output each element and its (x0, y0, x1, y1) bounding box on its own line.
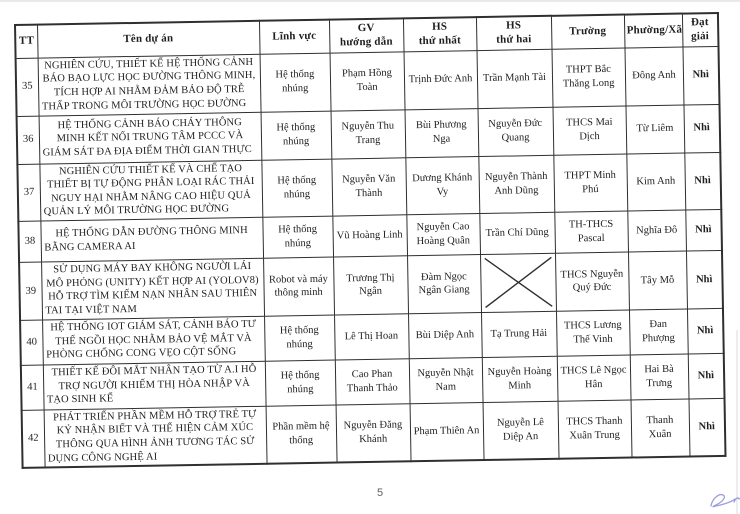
cell-hs2: Trần Mạnh Tài (477, 49, 553, 108)
cell-hs1: Dương Khánh Vy (405, 156, 479, 215)
handwritten-signature-scribble (708, 487, 740, 513)
cell-tt: 38 (18, 221, 41, 262)
cell-name: HỆ THỐNG CẢNH BÁO CHÁY THÔNG MINH KẾT NỐI TRUNG TÂM PCCC VÀ GIÁM SÁT ĐA ĐỊA ĐIỂM THỜI GIAN THỰC (39, 112, 262, 164)
cell-hs1: Nguyễn Cao Hoàng Quân (406, 214, 480, 256)
cell-school: THCS Lương Thế Vinh (556, 310, 630, 356)
cell-ward: Hai Bà Trưng (630, 354, 689, 400)
cell-ward: Từ Liêm (625, 105, 684, 154)
cell-tt: 39 (19, 262, 42, 320)
cell-ward: Tây Mỗ (628, 251, 687, 310)
cell-ward: Kim Anh (626, 153, 685, 212)
scan-edge-artifact (0, 0, 740, 2)
cell-hs2: Nguyễn Đức Quang (478, 107, 554, 156)
cell-hs1: Đàm Ngọc Ngân Giang (407, 255, 481, 314)
cell-school: THCS Lê Ngọc Hân (557, 355, 631, 401)
cell-hs2 (480, 253, 556, 312)
cell-gv: Nguyễn Đăng Khánh (336, 403, 411, 462)
column-header-ward: Phường/Xã (624, 14, 683, 48)
cell-name: NGHIÊN CỨU, THIẾT KẾ HỆ THỐNG CẢNH BÁO BẠO LỰC HỌC ĐƯỜNG THÔNG MINH, TÍCH HỢP AI NHẰM ĐẢM BẢO ĐỘ TRỄ THẤP TRONG MÔI TRƯỜNG HỌC ĐƯỜNG (38, 54, 261, 116)
cell-hs1: Nguyễn Nhật Nam (409, 357, 483, 403)
cell-prize: Nhì (689, 398, 726, 457)
cell-name: THIẾT KẾ ĐÔI MẮT NHÂN TẠO TỪ A.I HỖ TRỢ NGƯỜI KHIẾM THỊ HÒA NHẬP VÀ TẠO SINH KẾ (43, 361, 266, 410)
cell-field: Hệ thống nhúng (264, 315, 335, 361)
cell-prize: Nhì (686, 250, 723, 308)
cell-hs2: Tạ Trung Hải (481, 311, 557, 357)
cell-prize: Nhì (682, 46, 719, 105)
cell-hs2: Nguyễn Thành Anh Dũng (478, 155, 554, 214)
cell-hs2: Nguyễn Lê Diệp An (483, 401, 559, 460)
cell-prize: Nhì (684, 152, 721, 210)
crossed-out-x-icon (484, 257, 553, 308)
cell-field: Hệ thống nhúng (260, 53, 331, 112)
cell-gv: Phạm Hồng Toàn (330, 51, 405, 110)
table-row (22, 398, 726, 468)
cell-school: THCS Thanh Xuân Trung (558, 400, 632, 459)
cell-ward: Đan Phượng (629, 309, 688, 355)
cell-ward: Đông Anh (624, 47, 683, 106)
cell-gv: Trương Thị Ngân (333, 256, 408, 315)
cell-prize: Nhì (687, 308, 724, 354)
column-header-gv: GV hướng dẫn (329, 18, 404, 52)
column-header-hs2: HS thứ hai (476, 16, 552, 50)
cell-school: THPT Minh Phú (553, 154, 627, 213)
cell-hs1: Trịnh Đức Anh (404, 50, 478, 109)
cell-gv: Nguyễn Thu Trang (331, 109, 406, 158)
cell-name: PHÁT TRIỂN PHẦN MỀM HỖ TRỢ TRẺ TỰ KỶ NHẬN BIẾT VÀ THỂ HIỆN CẢM XÚC THÔNG QUA HÌNH ẢNH TƯƠNG TÁC SỬ DỤNG CÔNG NGHỆ AI (44, 406, 267, 468)
column-header-prize: Đạt giải (682, 13, 719, 47)
page-number: 5 (376, 487, 384, 499)
cell-hs2: Nguyễn Hoàng Minh (482, 356, 558, 402)
cell-tt: 41 (21, 365, 44, 410)
cell-ward: Thanh Xuân (631, 399, 690, 458)
cell-school: THCS Nguyễn Quý Đức (555, 252, 629, 311)
cell-tt: 36 (17, 116, 40, 164)
cell-hs1: Bùi Diệp Anh (408, 312, 482, 358)
cell-hs1: Bùi Phương Nga (405, 108, 479, 157)
cell-name: SỬ DỤNG MÁY BAY KHÔNG NGƯỜI LÁI MÔ PHỎNG (UNITY) KẾT HỢP AI (YOLOV8) HỖ TRỢ TÌM KIẾM NẠN NHÂN SAU THIÊN TAI TẠI VIỆT NAM (41, 258, 264, 319)
cell-prize: Nhì (685, 209, 722, 251)
column-header-hs1: HS thứ nhất (403, 17, 477, 51)
cell-name: HỆ THỐNG IOT GIÁM SÁT, CẢNH BÁO TƯ THẾ NGỒI HỌC NHẰM BẢO VỆ MẮT VÀ PHÒNG CHỐNG CONG VẸO CỘT SỐNG (42, 316, 265, 365)
results-table (14, 12, 727, 469)
cell-field: Phần mềm hệ thống (266, 405, 337, 464)
cell-tt: 42 (22, 410, 45, 468)
column-header-name: Tên dự án (37, 21, 260, 58)
cell-field: Hệ thống nhúng (262, 216, 333, 258)
cell-hs2: Trần Chí Dũng (479, 212, 555, 254)
cell-gv: Cao Phan Thanh Thảo (335, 358, 410, 404)
cell-name: HỆ THỐNG DẪN ĐƯỜNG THÔNG MINH BẰNG CAMERA AI (40, 217, 263, 262)
cell-field: Robot và máy thông minh (263, 257, 334, 316)
cell-gv: Nguyễn Văn Thành (331, 157, 406, 216)
cell-prize: Nhì (683, 104, 720, 153)
cell-tt: 40 (20, 320, 43, 365)
column-header-tt: TT (15, 25, 38, 58)
column-header-field: Lĩnh vực (259, 20, 330, 54)
cell-school: TH-THCS Pascal (554, 211, 628, 253)
cell-school: THCS Mai Dịch (552, 106, 626, 155)
cell-field: Hệ thống nhúng (261, 159, 332, 218)
cell-hs1: Phạm Thiên An (410, 402, 484, 461)
cell-field: Hệ thống nhúng (261, 111, 332, 160)
cell-gv: Vũ Hoàng Linh (332, 215, 407, 257)
cell-school: THPT Bắc Thăng Long (552, 48, 626, 107)
cell-ward: Nghĩa Đô (627, 210, 686, 252)
cell-tt: 35 (16, 58, 39, 116)
cell-gv: Lê Thị Hoan (334, 313, 409, 359)
cell-tt: 37 (17, 164, 40, 222)
results-table-container (14, 12, 727, 469)
cell-field: Hệ thống nhúng (265, 360, 336, 406)
cell-name: NGHIÊN CỨU THIẾT KẾ VÀ CHẾ TẠO THIẾT BỊ TỰ ĐỘNG PHÂN LOẠI RÁC THẢI NGUY HẠI NHẰM NÂNG CAO HIỆU QUẢ QUẢN LÝ MÔI TRƯỜNG HỌC ĐƯỜNG (39, 160, 262, 221)
column-header-school: Trường (551, 15, 625, 49)
cell-prize: Nhì (688, 353, 725, 399)
